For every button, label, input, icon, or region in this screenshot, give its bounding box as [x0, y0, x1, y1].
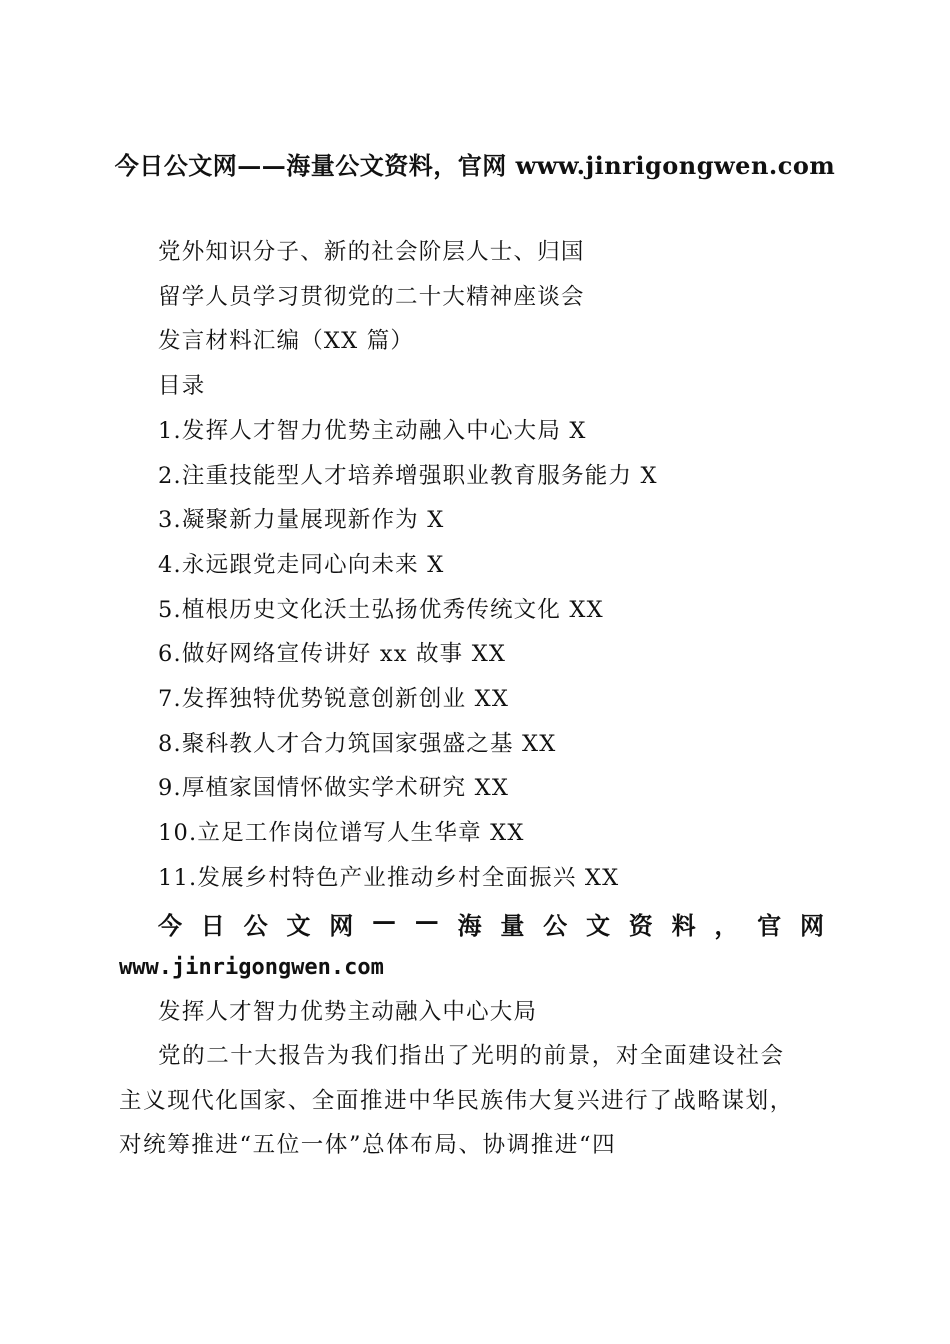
toc-item: 10.立足工作岗位谱写人生华章 XX [158, 820, 525, 846]
watermark-banner [158, 906, 824, 941]
title-line-3: 发言材料汇编（XX 篇） [158, 328, 415, 354]
body-line-1: 党的二十大报告为我们指出了光明的前景，对全面建设社会 [158, 1043, 785, 1069]
page-header: 今日公文网——海量公文资料，官网 www.jinrigongwen.com [114, 151, 836, 180]
banner-url: www.jinrigongwen.com [119, 955, 384, 980]
banner-char: ， [714, 911, 739, 940]
banner-char: 文 [286, 911, 311, 940]
toc-item: 8.聚科教人才合力筑国家强盛之基 XX [158, 731, 557, 757]
toc-item: 2.注重技能型人才培养增强职业教育服务能力 X [158, 463, 658, 489]
title-line-1: 党外知识分子、新的社会阶层人士、归国 [158, 239, 585, 265]
banner-char: 今 [158, 911, 182, 940]
banner-char: 料 [671, 911, 696, 940]
banner-char: 资 [628, 911, 653, 940]
banner-char: 文 [585, 911, 610, 940]
banner-char: 量 [500, 911, 525, 940]
title-line-2: 留学人员学习贯彻党的二十大精神座谈会 [158, 284, 585, 310]
banner-char: 网 [799, 911, 824, 940]
section-title: 发挥人才智力优势主动融入中心大局 [158, 999, 538, 1025]
toc-item: 11.发展乡村特色产业推动乡村全面振兴 XX [158, 865, 620, 891]
banner-char: 日 [200, 911, 225, 940]
toc-item: 3.凝聚新力量展现新作为 X [158, 507, 445, 533]
toc-item: 1.发挥人才智力优势主动融入中心大局 X [158, 418, 587, 444]
banner-char: 海 [457, 911, 482, 940]
toc-item: 7.发挥独特优势锐意创新创业 XX [158, 686, 510, 712]
banner-char: 公 [543, 911, 568, 940]
toc-item: 4.永远跟党走同心向未来 X [158, 552, 445, 578]
body-line-2: 主义现代化国家、全面推进中华民族伟大复兴进行了战略谋划， [119, 1088, 794, 1114]
banner-char: — [371, 906, 396, 935]
toc-item: 9.厚植家国情怀做实学术研究 XX [158, 775, 510, 801]
banner-char: 网 [329, 911, 354, 940]
toc-item: 5.植根历史文化沃土弘扬优秀传统文化 XX [158, 597, 604, 623]
banner-char: 公 [243, 911, 268, 940]
body-line-3: 对统筹推进“五位一体”总体布局、协调推进“四 [119, 1132, 617, 1158]
banner-char: — [414, 906, 439, 935]
toc-heading: 目录 [158, 373, 206, 399]
toc-item: 6.做好网络宣传讲好 xx 故事 XX [158, 641, 507, 667]
banner-char: 官 [757, 911, 782, 940]
